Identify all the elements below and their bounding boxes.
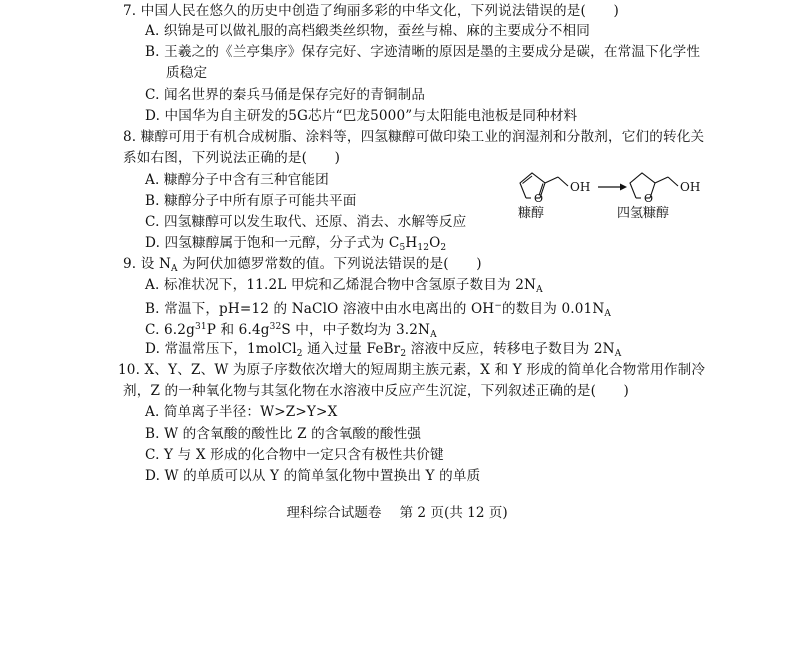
- thf-oxygen-label: O: [643, 192, 654, 205]
- q7-option-b-line2: 质稳定: [166, 65, 208, 81]
- q8-option-c: C. 四氢糠醇可以发生取代、还原、消去、水解等反应: [145, 214, 467, 230]
- q10-stem-line1: 10. X、Y、Z、W 为原子序数依次增大的短周期主族元素，X 和 Y 形成的简单化合物常用作制冷: [118, 362, 706, 378]
- q7-option-d: D. 中国华为自主研发的5G芯片“巴龙5000”与太阳能电池板是同种材料: [145, 108, 578, 124]
- q10-option-a: A. 简单离子半径：W>Z>Y>X: [145, 404, 338, 420]
- q8-stem-line2: 系如右图，下列说法正确的是( ): [123, 150, 341, 166]
- q8-option-d: D. 四氢糠醇属于饱和一元醇，分子式为 $C_5H_{12}O_2$: [145, 235, 447, 253]
- q9-option-a: A. 标准状况下，11.2L 甲烷和乙烯混合物中含氢原子数目为 $2N_A$: [145, 277, 543, 295]
- footer-page-number: 第 2 页(共 12 页): [399, 505, 508, 521]
- tetrahydrofurfuryl-alcohol-label: 四氢糠醇: [617, 206, 670, 221]
- furan-ring: [520, 173, 568, 198]
- q7-option-a: A. 织锦是可以做礼服的高档緞类丝织物，蚕丝与棉、麻的主要成分不相同: [145, 23, 590, 39]
- q9-stem: 9. 设 $N_A$ 为阿伏加德罗常数的值。下列说法错误的是( ): [123, 256, 482, 274]
- tetrahydrofuran-ring: [630, 173, 678, 198]
- q10-option-c: C. Y 与 X 形成的化合物中一定只含有极性共价键: [145, 447, 444, 463]
- page-footer: [0, 504, 794, 522]
- q10-option-d: D. W 的单质可以从 Y 的简单氢化物中置换出 Y 的单质: [145, 468, 481, 484]
- footer-title: 理科综合试题卷: [286, 505, 382, 521]
- q10-stem-line2: 剂，Z 的一种氧化物与其氢化物在水溶液中反应产生沉淀，下列叙述正确的是( ): [123, 383, 630, 399]
- q7-option-b-line1: B. 王羲之的《兰亭集序》保存完好、字迹清晰的原因是墨的主要成分是碳，在常温下化学性: [145, 44, 701, 60]
- thf-oh-label: OH: [680, 180, 701, 194]
- furan-oxygen-label: O: [533, 192, 544, 205]
- q8-stem-line1: 8. 糠醇可用于有机合成树脂、涂料等，四氢糠醇可做印染工业的润湿剂和分散剂，它们的转化关: [123, 129, 705, 145]
- q7-option-c: C. 闻名世界的秦兵马俑是保存完好的青铜制品: [145, 87, 426, 103]
- reaction-arrow: [598, 184, 627, 191]
- q8-option-b: B. 糠醇分子中所有原子可能共平面: [145, 193, 357, 209]
- reaction-diagram: [512, 168, 702, 228]
- q9-option-c: C. $6.2g^{31}P$ 和 $6.4g^{32}S$ 中，中子数均为 $3.2N_A$: [145, 322, 437, 340]
- q9-option-b: B. 常温下，pH=12 的 NaClO 溶液中由水电离出的 OH−的数目为 $0.01N_A$: [145, 301, 612, 319]
- q8-option-a: A. 糠醇分子中含有三种官能团: [145, 172, 329, 188]
- furfuryl-alcohol-label: 糠醇: [518, 206, 545, 221]
- q9-option-d: D. 常温常压下，1molCl$_2$ 通入过量 FeBr$_2$ 溶液中反应，转移电子数目为 $2N_A$: [145, 341, 622, 359]
- q10-option-b: B. W 的含氧酸的酸性比 Z 的含氧酸的酸性强: [145, 426, 422, 442]
- q7-stem: 7. 中国人民在悠久的历史中创造了绚丽多彩的中华文化，下列说法错误的是( ): [123, 3, 619, 19]
- furfuryl-oh-label: OH: [570, 180, 591, 194]
